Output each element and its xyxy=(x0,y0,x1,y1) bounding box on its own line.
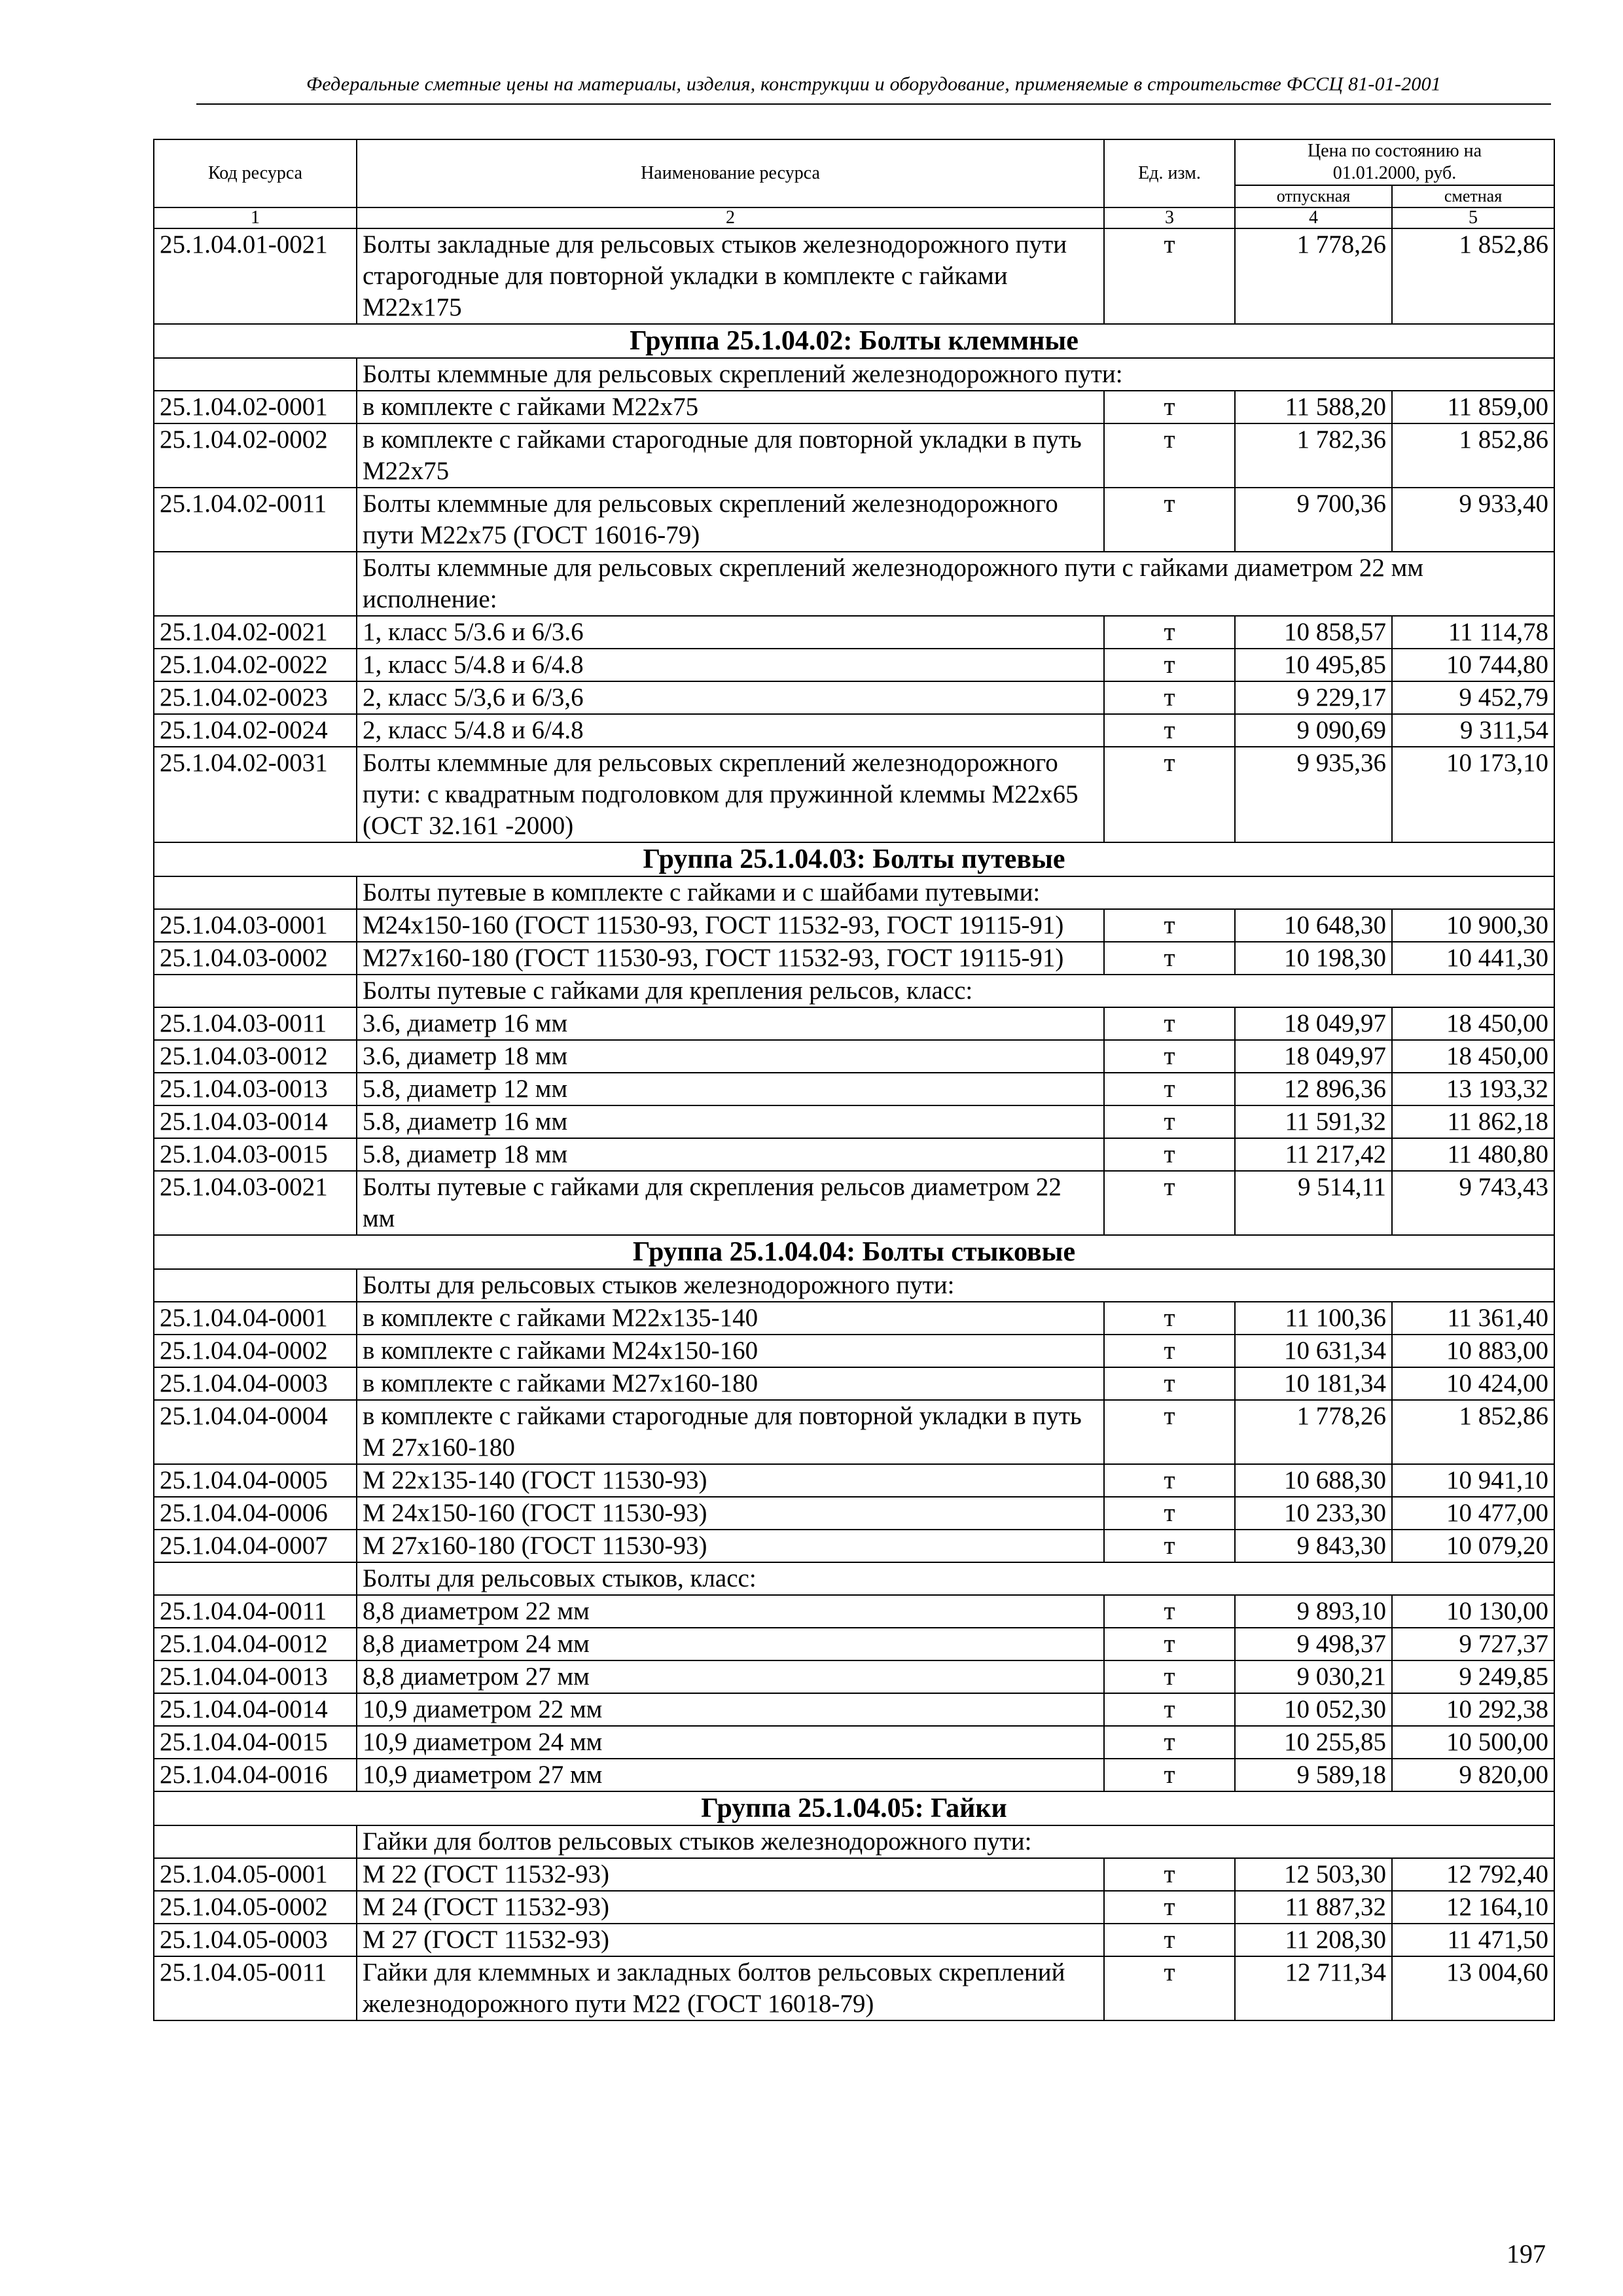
release-price: 11 588,20 xyxy=(1235,391,1392,423)
resource-name: М24х150-160 (ГОСТ 11530-93, ГОСТ 11532-93, ГОСТ 19115-91) xyxy=(357,909,1104,942)
resource-unit: т xyxy=(1104,423,1235,488)
resource-code: 25.1.04.04-0012 xyxy=(154,1628,357,1660)
release-price: 10 052,30 xyxy=(1235,1693,1392,1726)
estimate-price: 9 743,43 xyxy=(1392,1171,1554,1235)
resource-code: 25.1.04.05-0002 xyxy=(154,1891,357,1924)
resource-name: 8,8 диаметром 27 мм xyxy=(357,1660,1104,1693)
resource-code: 25.1.04.04-0015 xyxy=(154,1726,357,1759)
estimate-price: 12 164,10 xyxy=(1392,1891,1554,1924)
resource-code: 25.1.04.02-0002 xyxy=(154,423,357,488)
release-price: 9 030,21 xyxy=(1235,1660,1392,1693)
release-price: 9 498,37 xyxy=(1235,1628,1392,1660)
resource-unit: т xyxy=(1104,1073,1235,1105)
release-price: 10 688,30 xyxy=(1235,1464,1392,1497)
resource-code: 25.1.04.03-0011 xyxy=(154,1007,357,1040)
table-row xyxy=(154,1891,1554,1924)
subheading-text: Болты клеммные для рельсовых скреплений железнодорожного пути с гайками диаметром 22 мм исполнение: xyxy=(357,552,1554,616)
release-price: 11 591,32 xyxy=(1235,1105,1392,1138)
resource-unit: т xyxy=(1104,1105,1235,1138)
resource-name: Болты путевые с гайками для скрепления рельсов диаметром 22 мм xyxy=(357,1171,1104,1235)
release-price: 12 503,30 xyxy=(1235,1858,1392,1891)
estimate-price: 10 883,00 xyxy=(1392,1335,1554,1367)
resource-name: 3.6, диаметр 18 мм xyxy=(357,1040,1104,1073)
release-price: 11 100,36 xyxy=(1235,1302,1392,1335)
table-row xyxy=(154,228,1554,324)
resource-code: 25.1.04.04-0002 xyxy=(154,1335,357,1367)
resource-unit: т xyxy=(1104,391,1235,423)
resource-unit: т xyxy=(1104,1367,1235,1400)
header-rule xyxy=(196,103,1551,105)
resource-code: 25.1.04.04-0005 xyxy=(154,1464,357,1497)
release-price: 1 778,26 xyxy=(1235,228,1392,324)
resource-code: 25.1.04.05-0003 xyxy=(154,1924,357,1956)
resource-name: Болты клеммные для рельсовых скреплений железнодорожного пути М22х75 (ГОСТ 16016-79) xyxy=(357,488,1104,552)
table-row xyxy=(154,1040,1554,1073)
estimate-price: 10 441,30 xyxy=(1392,942,1554,975)
release-price: 10 648,30 xyxy=(1235,909,1392,942)
resource-code: 25.1.04.03-0014 xyxy=(154,1105,357,1138)
group-row xyxy=(154,324,1554,358)
table-row xyxy=(154,1956,1554,2020)
resource-name: 10,9 диаметром 24 мм xyxy=(357,1726,1104,1759)
table-row xyxy=(154,1497,1554,1530)
estimate-price: 11 480,80 xyxy=(1392,1138,1554,1171)
estimate-price: 18 450,00 xyxy=(1392,1040,1554,1073)
resource-code: 25.1.04.03-0021 xyxy=(154,1171,357,1235)
table-row xyxy=(154,1302,1554,1335)
table-row xyxy=(154,681,1554,714)
resource-code: 25.1.04.02-0001 xyxy=(154,391,357,423)
estimate-price: 11 361,40 xyxy=(1392,1302,1554,1335)
resource-code: 25.1.04.02-0031 xyxy=(154,747,357,842)
resource-unit: т xyxy=(1104,1400,1235,1464)
table-row xyxy=(154,714,1554,747)
estimate-price: 10 744,80 xyxy=(1392,649,1554,681)
estimate-price: 10 130,00 xyxy=(1392,1595,1554,1628)
col-header-unit: Ед. изм. xyxy=(1104,139,1235,207)
table-row xyxy=(154,423,1554,488)
release-price: 9 843,30 xyxy=(1235,1530,1392,1562)
subheading-text: Гайки для болтов рельсовых стыков железнодорожного пути: xyxy=(357,1825,1554,1858)
estimate-price: 9 311,54 xyxy=(1392,714,1554,747)
group-title: Группа 25.1.04.03: Болты путевые xyxy=(154,842,1554,876)
resource-unit: т xyxy=(1104,1497,1235,1530)
estimate-price: 9 452,79 xyxy=(1392,681,1554,714)
resource-unit: т xyxy=(1104,1759,1235,1791)
resource-code: 25.1.04.02-0023 xyxy=(154,681,357,714)
resource-name: 10,9 диаметром 22 мм xyxy=(357,1693,1104,1726)
release-price: 9 700,36 xyxy=(1235,488,1392,552)
estimate-price: 10 500,00 xyxy=(1392,1726,1554,1759)
resource-unit: т xyxy=(1104,1595,1235,1628)
empty-code-cell xyxy=(154,1269,357,1302)
resource-code: 25.1.04.04-0013 xyxy=(154,1660,357,1693)
release-price: 9 935,36 xyxy=(1235,747,1392,842)
col-number-4: 4 xyxy=(1235,207,1392,228)
estimate-price: 13 193,32 xyxy=(1392,1073,1554,1105)
estimate-price: 10 079,20 xyxy=(1392,1530,1554,1562)
resource-name: 8,8 диаметром 22 мм xyxy=(357,1595,1104,1628)
resource-code: 25.1.04.02-0024 xyxy=(154,714,357,747)
table-row xyxy=(154,1530,1554,1562)
resource-unit: т xyxy=(1104,488,1235,552)
estimate-price: 9 249,85 xyxy=(1392,1660,1554,1693)
resource-name: 1, класс 5/4.8 и 6/4.8 xyxy=(357,649,1104,681)
resource-code: 25.1.04.02-0011 xyxy=(154,488,357,552)
release-price: 11 887,32 xyxy=(1235,1891,1392,1924)
resource-unit: т xyxy=(1104,228,1235,324)
table-row xyxy=(154,616,1554,649)
release-price: 10 858,57 xyxy=(1235,616,1392,649)
resource-name: 5.8, диаметр 18 мм xyxy=(357,1138,1104,1171)
release-price: 9 229,17 xyxy=(1235,681,1392,714)
table-row xyxy=(154,1759,1554,1791)
table-row xyxy=(154,1007,1554,1040)
release-price: 10 233,30 xyxy=(1235,1497,1392,1530)
empty-code-cell xyxy=(154,1562,357,1595)
resource-code: 25.1.04.02-0021 xyxy=(154,616,357,649)
empty-code-cell xyxy=(154,975,357,1007)
estimate-price: 1 852,86 xyxy=(1392,1400,1554,1464)
resource-code: 25.1.04.04-0014 xyxy=(154,1693,357,1726)
table-row xyxy=(154,1105,1554,1138)
table-row xyxy=(154,1464,1554,1497)
table-row xyxy=(154,942,1554,975)
resource-unit: т xyxy=(1104,1138,1235,1171)
col-header-name: Наименование ресурса xyxy=(357,139,1104,207)
resource-name: 8,8 диаметром 24 мм xyxy=(357,1628,1104,1660)
resource-code: 25.1.04.05-0001 xyxy=(154,1858,357,1891)
subheading-row xyxy=(154,1562,1554,1595)
resource-name: М 27х160-180 (ГОСТ 11530-93) xyxy=(357,1530,1104,1562)
subheading-row xyxy=(154,975,1554,1007)
resource-name: М 22х135-140 (ГОСТ 11530-93) xyxy=(357,1464,1104,1497)
release-price: 9 090,69 xyxy=(1235,714,1392,747)
table-body xyxy=(154,228,1554,2020)
estimate-price: 13 004,60 xyxy=(1392,1956,1554,2020)
empty-code-cell xyxy=(154,358,357,391)
resource-name: 3.6, диаметр 16 мм xyxy=(357,1007,1104,1040)
col-header-estimate-price: сметная xyxy=(1392,185,1554,207)
estimate-price: 11 471,50 xyxy=(1392,1924,1554,1956)
resource-unit: т xyxy=(1104,1335,1235,1367)
resource-name: Болты клеммные для рельсовых скреплений железнодорожного пути: с квадратным подголовком для пружинной клеммы М22х65 (ОСТ 32.161 -2000) xyxy=(357,747,1104,842)
col-number-1: 1 xyxy=(154,207,357,228)
release-price: 18 049,97 xyxy=(1235,1040,1392,1073)
estimate-price: 11 859,00 xyxy=(1392,391,1554,423)
resource-name: 5.8, диаметр 12 мм xyxy=(357,1073,1104,1105)
estimate-price: 9 820,00 xyxy=(1392,1759,1554,1791)
estimate-price: 10 424,00 xyxy=(1392,1367,1554,1400)
resource-unit: т xyxy=(1104,1956,1235,2020)
table-row xyxy=(154,1335,1554,1367)
resource-code: 25.1.04.04-0007 xyxy=(154,1530,357,1562)
table-row xyxy=(154,1924,1554,1956)
resource-unit: т xyxy=(1104,1171,1235,1235)
header-row xyxy=(154,139,1554,185)
estimate-price: 18 450,00 xyxy=(1392,1007,1554,1040)
release-price: 1 782,36 xyxy=(1235,423,1392,488)
table-row xyxy=(154,1726,1554,1759)
resource-unit: т xyxy=(1104,1924,1235,1956)
resource-unit: т xyxy=(1104,1040,1235,1073)
resource-name: в комплекте с гайками старогодные для повторной укладки в путь М22х75 xyxy=(357,423,1104,488)
resource-code: 25.1.04.03-0015 xyxy=(154,1138,357,1171)
resource-code: 25.1.04.02-0022 xyxy=(154,649,357,681)
estimate-price: 10 900,30 xyxy=(1392,909,1554,942)
empty-code-cell xyxy=(154,1825,357,1858)
table-row xyxy=(154,1138,1554,1171)
release-price: 10 198,30 xyxy=(1235,942,1392,975)
resource-unit: т xyxy=(1104,616,1235,649)
estimate-price: 9 933,40 xyxy=(1392,488,1554,552)
resource-name: М 24 (ГОСТ 11532-93) xyxy=(357,1891,1104,1924)
resource-code: 25.1.04.03-0013 xyxy=(154,1073,357,1105)
table-row xyxy=(154,1171,1554,1235)
estimate-price: 1 852,86 xyxy=(1392,228,1554,324)
table-row xyxy=(154,1693,1554,1726)
subheading-text: Болты путевые в комплекте с гайками и с шайбами путевыми: xyxy=(357,876,1554,909)
resource-code: 25.1.04.03-0001 xyxy=(154,909,357,942)
subheading-row xyxy=(154,1825,1554,1858)
release-price: 11 217,42 xyxy=(1235,1138,1392,1171)
resource-unit: т xyxy=(1104,1530,1235,1562)
empty-code-cell xyxy=(154,552,357,616)
release-price: 11 208,30 xyxy=(1235,1924,1392,1956)
table-row xyxy=(154,1595,1554,1628)
estimate-price: 10 173,10 xyxy=(1392,747,1554,842)
resource-name: М 24х150-160 (ГОСТ 11530-93) xyxy=(357,1497,1104,1530)
table-row xyxy=(154,488,1554,552)
resource-name: 5.8, диаметр 16 мм xyxy=(357,1105,1104,1138)
resource-name: М 27 (ГОСТ 11532-93) xyxy=(357,1924,1104,1956)
subheading-text: Болты для рельсовых стыков, класс: xyxy=(357,1562,1554,1595)
col-header-price-group: Цена по состоянию на 01.01.2000, руб. xyxy=(1235,139,1554,185)
resource-unit: т xyxy=(1104,1726,1235,1759)
resource-code: 25.1.04.04-0016 xyxy=(154,1759,357,1791)
release-price: 9 514,11 xyxy=(1235,1171,1392,1235)
table-row xyxy=(154,649,1554,681)
resource-name: в комплекте с гайками старогодные для повторной укладки в путь М 27х160-180 xyxy=(357,1400,1104,1464)
resource-code: 25.1.04.04-0011 xyxy=(154,1595,357,1628)
resource-unit: т xyxy=(1104,649,1235,681)
resource-code: 25.1.04.04-0004 xyxy=(154,1400,357,1464)
group-row xyxy=(154,1791,1554,1825)
resource-name: М27х160-180 (ГОСТ 11530-93, ГОСТ 11532-93, ГОСТ 19115-91) xyxy=(357,942,1104,975)
estimate-price: 10 941,10 xyxy=(1392,1464,1554,1497)
resource-unit: т xyxy=(1104,1302,1235,1335)
resource-name: в комплекте с гайками М24х150-160 xyxy=(357,1335,1104,1367)
resource-code: 25.1.04.03-0012 xyxy=(154,1040,357,1073)
resource-unit: т xyxy=(1104,1693,1235,1726)
resource-unit: т xyxy=(1104,909,1235,942)
subheading-row xyxy=(154,1269,1554,1302)
subheading-text: Болты для рельсовых стыков железнодорожного пути: xyxy=(357,1269,1554,1302)
col-number-3: 3 xyxy=(1104,207,1235,228)
resource-unit: т xyxy=(1104,681,1235,714)
estimate-price: 1 852,86 xyxy=(1392,423,1554,488)
release-price: 10 255,85 xyxy=(1235,1726,1392,1759)
resource-code: 25.1.04.01-0021 xyxy=(154,228,357,324)
estimate-price: 11 114,78 xyxy=(1392,616,1554,649)
group-title: Группа 25.1.04.02: Болты клеммные xyxy=(154,324,1554,358)
resource-name: в комплекте с гайками М27х160-180 xyxy=(357,1367,1104,1400)
subheading-text: Болты путевые с гайками для крепления рельсов, класс: xyxy=(357,975,1554,1007)
table-row xyxy=(154,747,1554,842)
resource-name: в комплекте с гайками М22х75 xyxy=(357,391,1104,423)
resource-name: 10,9 диаметром 27 мм xyxy=(357,1759,1104,1791)
table-row xyxy=(154,1400,1554,1464)
estimate-price: 9 727,37 xyxy=(1392,1628,1554,1660)
col-number-5: 5 xyxy=(1392,207,1554,228)
table-row xyxy=(154,1660,1554,1693)
resource-code: 25.1.04.04-0006 xyxy=(154,1497,357,1530)
group-title: Группа 25.1.04.05: Гайки xyxy=(154,1791,1554,1825)
release-price: 12 711,34 xyxy=(1235,1956,1392,2020)
group-row xyxy=(154,1235,1554,1269)
empty-code-cell xyxy=(154,876,357,909)
resource-name: Гайки для клеммных и закладных болтов рельсовых скреплений железнодорожного пути М22 (ГОСТ 16018-79) xyxy=(357,1956,1104,2020)
table-row xyxy=(154,1858,1554,1891)
resource-name: 2, класс 5/3,6 и 6/3,6 xyxy=(357,681,1104,714)
resource-unit: т xyxy=(1104,1628,1235,1660)
col-header-code: Код ресурса xyxy=(154,139,357,207)
release-price: 12 896,36 xyxy=(1235,1073,1392,1105)
table-row xyxy=(154,1073,1554,1105)
release-price: 10 631,34 xyxy=(1235,1335,1392,1367)
table-row xyxy=(154,391,1554,423)
resource-unit: т xyxy=(1104,1660,1235,1693)
release-price: 10 181,34 xyxy=(1235,1367,1392,1400)
release-price: 10 495,85 xyxy=(1235,649,1392,681)
resource-code: 25.1.04.04-0001 xyxy=(154,1302,357,1335)
resource-price-table xyxy=(153,139,1555,2021)
resource-code: 25.1.04.04-0003 xyxy=(154,1367,357,1400)
resource-code: 25.1.04.03-0002 xyxy=(154,942,357,975)
estimate-price: 10 292,38 xyxy=(1392,1693,1554,1726)
resource-unit: т xyxy=(1104,1891,1235,1924)
estimate-price: 12 792,40 xyxy=(1392,1858,1554,1891)
subheading-row xyxy=(154,358,1554,391)
subheading-text: Болты клеммные для рельсовых скреплений железнодорожного пути: xyxy=(357,358,1554,391)
resource-unit: т xyxy=(1104,747,1235,842)
col-number-2: 2 xyxy=(357,207,1104,228)
resource-name: 1, класс 5/3.6 и 6/3.6 xyxy=(357,616,1104,649)
resource-unit: т xyxy=(1104,1464,1235,1497)
group-row xyxy=(154,842,1554,876)
resource-name: 2, класс 5/4.8 и 6/4.8 xyxy=(357,714,1104,747)
resource-unit: т xyxy=(1104,1858,1235,1891)
estimate-price: 10 477,00 xyxy=(1392,1497,1554,1530)
release-price: 9 589,18 xyxy=(1235,1759,1392,1791)
page-number: 197 xyxy=(1507,2239,1546,2269)
subheading-row xyxy=(154,876,1554,909)
resource-name: М 22 (ГОСТ 11532-93) xyxy=(357,1858,1104,1891)
column-number-row xyxy=(154,207,1554,228)
estimate-price: 11 862,18 xyxy=(1392,1105,1554,1138)
resource-unit: т xyxy=(1104,714,1235,747)
table-row xyxy=(154,1628,1554,1660)
resource-unit: т xyxy=(1104,1007,1235,1040)
group-title: Группа 25.1.04.04: Болты стыковые xyxy=(154,1235,1554,1269)
resource-name: в комплекте с гайками М22х135-140 xyxy=(357,1302,1104,1335)
resource-name: Болты закладные для рельсовых стыков железнодорожного пути старогодные для повторной укладки в комплекте с гайками М22х175 xyxy=(357,228,1104,324)
table-row xyxy=(154,909,1554,942)
release-price: 18 049,97 xyxy=(1235,1007,1392,1040)
running-header: Федеральные сметные цены на материалы, изделия, конструкции и оборудование, применяемые в строительстве ФССЦ 81-01-2001 xyxy=(306,73,1442,95)
subheading-row xyxy=(154,552,1554,616)
release-price: 1 778,26 xyxy=(1235,1400,1392,1464)
col-header-release-price: отпускная xyxy=(1235,185,1392,207)
resource-unit: т xyxy=(1104,942,1235,975)
resource-code: 25.1.04.05-0011 xyxy=(154,1956,357,2020)
table-row xyxy=(154,1367,1554,1400)
release-price: 9 893,10 xyxy=(1235,1595,1392,1628)
